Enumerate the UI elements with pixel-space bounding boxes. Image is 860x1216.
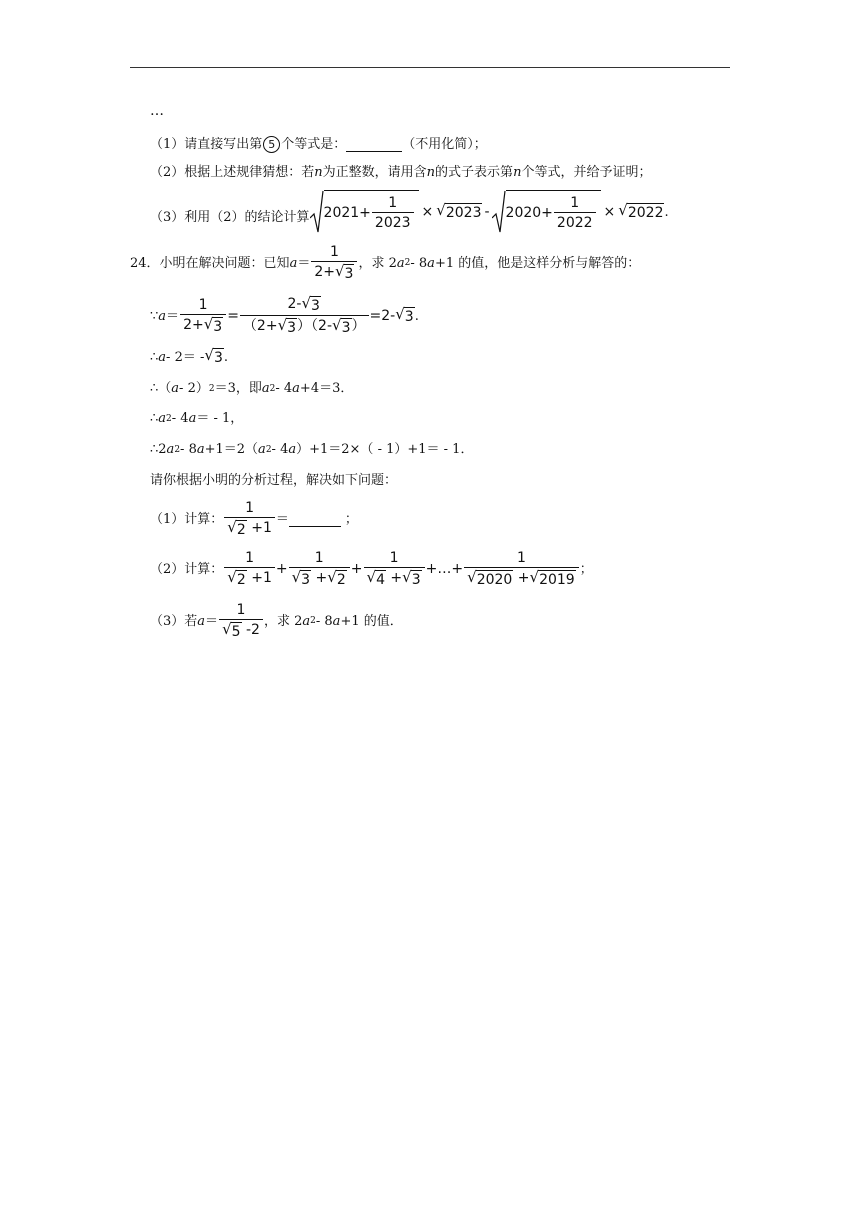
ellipsis: … [150, 103, 164, 119]
fraction: 1 √ 2 +1 [224, 500, 275, 538]
header-rule [130, 67, 730, 68]
solution-step-1: ∵ a ＝ 1 2+ √ 3 = 2- √ 3 （2+ √ 3 ）（2- √ 3 ） =2- √ 3 . [150, 294, 419, 337]
answer-blank[interactable] [346, 137, 402, 152]
big-radical-1: 2021+ $\frac{1}{2023}$ [310, 190, 419, 234]
solution-step-2: ∴ a - 2＝ - √ 3 . [150, 346, 228, 366]
sub-question-2: （2）计算： 1 √ 2 +1 + 1 √ 3 + √ 2 + 1 √ 4 + √ 3 +…+ 1 √ 2020 + √ 2019 ； [150, 550, 593, 589]
fraction: $\frac{1}{2022}$ [554, 195, 596, 231]
fraction-term: 1 √ 2020 + √ 2019 [464, 550, 579, 588]
fraction: 1 √ 5 -2 [219, 602, 263, 640]
fraction: $\frac{1}{2023}$ [372, 195, 414, 231]
answer-blank[interactable] [289, 512, 341, 527]
sub-question-1: （1）计算： 1 √ 2 +1 ＝ ； [150, 500, 358, 539]
fraction-term: 1 √ 4 + √ 3 [364, 550, 425, 588]
sqrt-2022: √ 2022 [618, 200, 664, 221]
part-2-question: （2）根据上述规律猜想：若 n 为正整数，请用含 n 的式子表示第 n 个等式，并给予证明； [150, 165, 652, 180]
part-3-question: （3）利用（2）的结论计算 2021+ $\frac{1}{2023}$ × √ 2023 - 2020+ $\frac{1}{2022}$ × √ 2022 . [150, 190, 669, 234]
fraction-term: 1 √ 3 + √ 2 [289, 550, 350, 588]
solution-step-3: ∴（ a - 2） 2 ＝3，即 a 2 - 4 a +4＝3． [150, 381, 354, 396]
sqrt-2023: √ 2023 [436, 200, 482, 221]
big-radical-2: 2020+ $\frac{1}{2022}$ [492, 190, 601, 234]
part-1-question: （1）请直接写出第 5 个等式是： （不用化简）； [150, 137, 487, 152]
solution-step-5: ∴2 a 2 - 8 a +1＝2（ a 2 - 4 a ）+1＝2×（ - 1）+1＝ - 1． [150, 442, 474, 457]
circled-number: 5 [263, 136, 280, 153]
fraction: 2- √ 3 （2+ √ 3 ）（2- √ 3 ） [240, 296, 369, 336]
fraction: 1 2+ √ 3 [311, 244, 357, 282]
solution-step-4: ∴ a 2 - 4 a ＝ - 1， [150, 411, 244, 426]
sub-question-3: （3）若 a ＝ 1 √ 5 -2 ，求 2 a 2 - 8 a +1 的值． [150, 602, 403, 641]
fraction: 1 2+ √ 3 [180, 297, 226, 335]
fraction-term: 1 √ 2 +1 [224, 550, 275, 588]
instruction-text: 请你根据小明的分析过程，解决如下问题： [150, 473, 398, 488]
question-24-stem: 24． 小明在解决问题：已知 a ＝ 1 2+ √ 3 ，求 2 a 2 - 8 a +1 的值，他是这样分析与解答的： [130, 244, 641, 283]
